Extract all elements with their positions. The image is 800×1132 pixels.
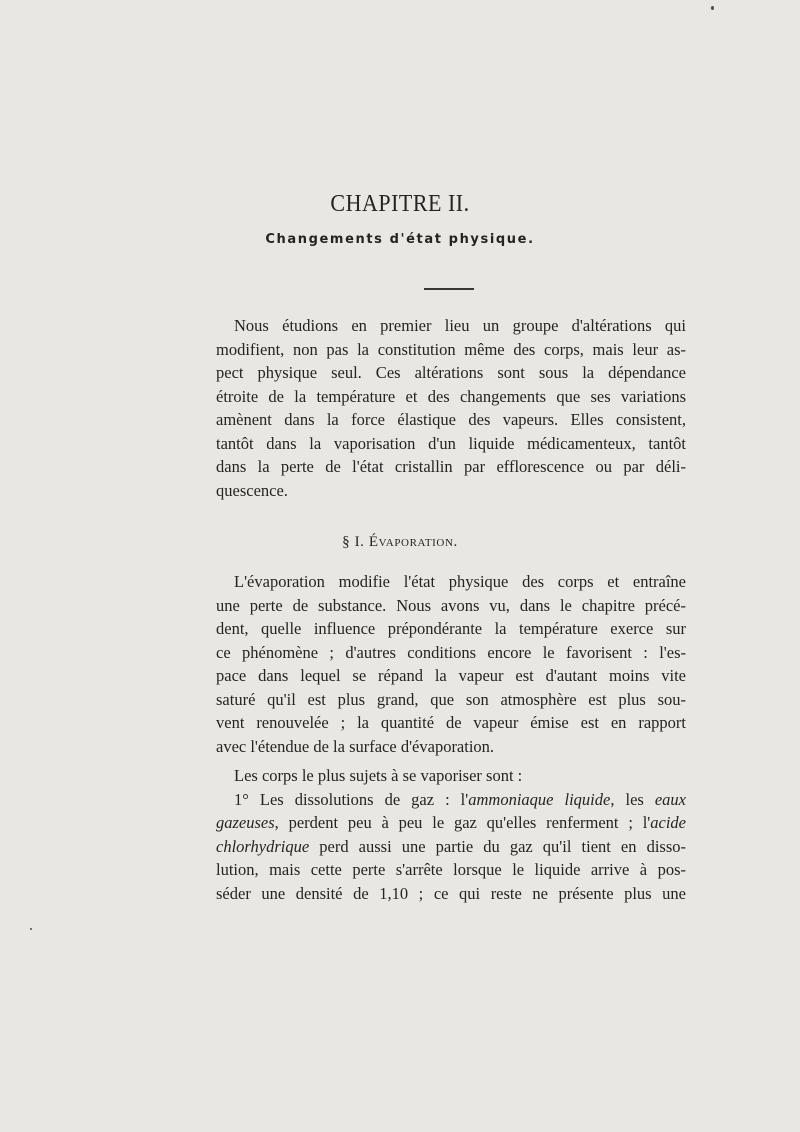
text-line: amènent dans la force élastique des vapeurs. Elles consistent,: [216, 410, 686, 429]
text-run: 1° Les dissolutions de gaz : l': [234, 789, 469, 809]
text-line: séder une densité de 1,10 ; ce qui reste ne présente plus une: [216, 883, 686, 903]
text-line: vent renouvelée ; la quantité de vapeur émise est en rapport: [216, 713, 686, 732]
text-line: L'évaporation modifie l'état physique des corps et entraîne: [234, 572, 686, 591]
italic-term: eaux: [654, 789, 686, 809]
chapter-subtitle: Changements d'état physique.: [265, 232, 535, 247]
italic-term: ammoniaque liquide: [468, 789, 611, 809]
text-line: tantôt dans la vaporisation d'un liquide médicamenteux, tantôt: [216, 433, 686, 453]
chapter-title: CHAPITRE II.: [330, 188, 470, 217]
paper-speck: [30, 928, 32, 930]
text-line: étroite de la température et des changements que ses variations: [216, 386, 686, 406]
text-run: perd aussi une partie du gaz qu'il tient en disso-: [309, 836, 686, 856]
text-line: pect physique seul. Ces altérations sont sous la dépendance: [216, 363, 686, 382]
text-line: modifient, non pas la constitution même des corps, mais leur as-: [216, 339, 686, 359]
text-line: dent, quelle influence prépondérante la température exerce sur: [216, 619, 686, 638]
text-line: [216, 835, 686, 859]
text-line: lution, mais cette perte s'arrête lorsque le liquide arrive à pos-: [216, 860, 686, 879]
text-line: saturé qu'il est plus grand, que son atmosphère est plus sou-: [216, 689, 686, 709]
text-line: Nous étudions en premier lieu un groupe d'altérations qui: [234, 316, 686, 335]
text-line: quescence.: [216, 480, 288, 500]
text-run: , les: [610, 789, 655, 809]
section-heading: [0, 534, 800, 551]
text-line: [216, 811, 686, 835]
text-line: ce phénomène ; d'autres conditions encore le favorisent : l'es-: [216, 642, 686, 662]
intro-paragraph: [216, 314, 686, 502]
italic-term: chlorhydrique: [216, 836, 310, 856]
italic-term: gazeuses: [216, 813, 275, 832]
text-run: , perdent peu à peu le gaz qu'elles renferment ; l': [274, 813, 651, 832]
section-mark: § I.: [342, 534, 365, 550]
section-title: Évaporation.: [368, 534, 458, 550]
list-intro: Les corps le plus sujets à se vaporiser sont :: [234, 766, 523, 785]
evaporation-paragraph: [216, 570, 686, 758]
text-line: avec l'étendue de la surface d'évaporation.: [216, 736, 495, 756]
title-divider: [424, 288, 474, 290]
text-line: [216, 788, 686, 812]
list-paragraph: [216, 764, 686, 905]
text-line: pace dans lequel se répand la vapeur est d'autant moins vite: [216, 666, 686, 685]
text-line: dans la perte de l'état cristallin par efflorescence ou par déli-: [216, 457, 686, 476]
italic-term: acide: [650, 813, 686, 832]
text-line: une perte de substance. Nous avons vu, dans le chapitre précé-: [216, 595, 686, 615]
paper-speck: [711, 6, 714, 10]
